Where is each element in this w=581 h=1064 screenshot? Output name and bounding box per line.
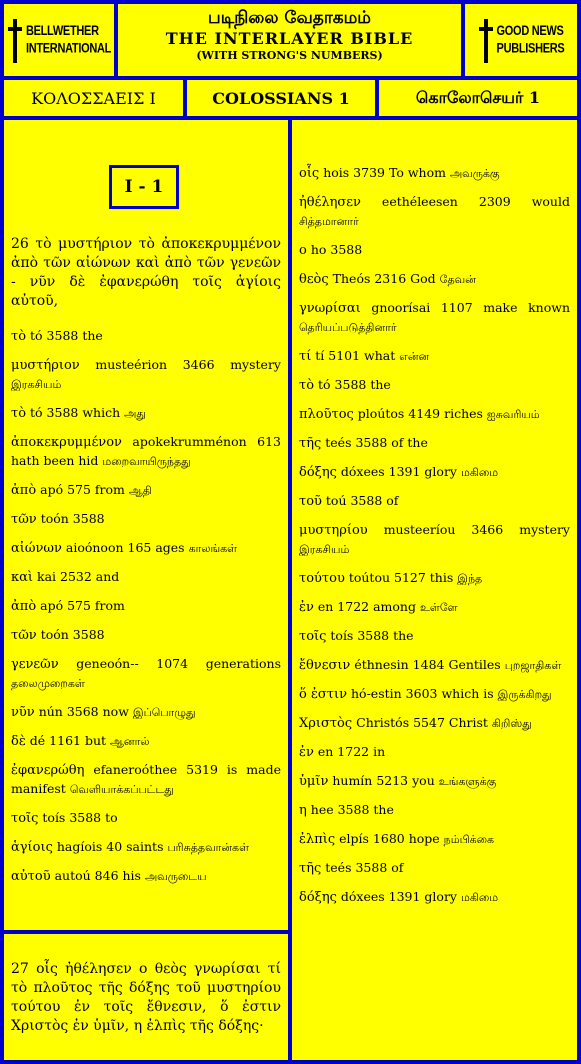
word-entry (11, 809, 281, 828)
transliteration: toón 3588 (40, 511, 105, 526)
greek-word: τῆς (299, 861, 322, 876)
tamil-gloss: நம்பிக்கை (443, 833, 495, 846)
greek-word: ἔθνεσιν (299, 658, 351, 673)
greek-word: τὸ (11, 406, 27, 421)
greek-word: τὸ (299, 378, 315, 393)
transliteration: elpís 1680 hope (339, 831, 440, 846)
bell-tower-icon (7, 17, 23, 63)
greek-word: ἁγίοις (11, 840, 53, 855)
verse-26-text: 26 τὸ μυστήριον τὸ ἀποκεκρυμμένον ἀπὸ τῶν αἰώνων καὶ ἀπὸ τῶν γενεῶν - νῦν δὲ ἐφανερώθη τοῖς ἁγίοις αὐτοῦ, (11, 236, 281, 309)
transliteration: hagíois 40 saints (56, 839, 164, 854)
left-word-list (11, 327, 281, 886)
word-entry (299, 299, 570, 337)
greek-word: θεὸς (299, 272, 329, 287)
logo-line-2: INTERNATIONAL (25, 41, 112, 57)
transliteration: Christós 5547 Christ (356, 715, 488, 730)
tamil-gloss: உள்ளே (419, 601, 458, 614)
word-entry (11, 655, 281, 693)
greek-word: ἀποκεκρυμμένον (11, 435, 122, 450)
greek-word: τῆς (299, 436, 322, 451)
tamil-gloss: காலங்கள் (188, 542, 238, 555)
greek-word: Χριστὸς (299, 716, 353, 731)
tamil-gloss: தலைமுறைகள் (11, 677, 85, 690)
transliteration: ho 3588 (310, 242, 363, 257)
word-entry (11, 568, 281, 587)
tamil-gloss: மகிமை (460, 466, 499, 479)
tamil-gloss: தேவன் (439, 273, 476, 286)
greek-word: ἐν (299, 600, 314, 615)
greek-word: τὸ (11, 329, 27, 344)
bellwether-logo (0, 0, 118, 80)
greek-word: τῶν (11, 628, 37, 643)
greek-word: ἀπὸ (11, 483, 37, 498)
word-entry (11, 481, 281, 500)
tamil-gloss: தெரியப்படுத்தினார் (299, 321, 397, 334)
transliteration: Theós 2316 God (332, 271, 436, 286)
title-block (114, 0, 465, 80)
title-tamil: படிநிலை வேதாகமம் (208, 8, 371, 28)
logo-line-1: BELLWETHER (25, 23, 99, 39)
tamil-gloss: ஆனால் (110, 735, 150, 748)
subtitle: (WITH STRONG'S NUMBERS) (196, 49, 383, 62)
word-entry (299, 801, 570, 820)
word-entry (11, 327, 281, 346)
transliteration: toón 3588 (40, 627, 105, 642)
transliteration: aioónoon 165 ages (65, 540, 185, 555)
greek-word: δόξης (299, 465, 337, 480)
transliteration: dé 1161 but (29, 733, 107, 748)
tamil-gloss: இருக்கிறது (497, 688, 552, 701)
word-entry (11, 510, 281, 529)
word-entry (11, 867, 281, 886)
transliteration: teés 3588 of (325, 860, 404, 875)
greek-word: ὅ ἐστιν (299, 687, 348, 702)
verse-27-text: 27 οἷς ἠθέλησεν ο θεὸς γνωρίσαι τί τὸ πλοῦτος τῆς δόξης τοῦ μυστηρίου τούτου ἐν τοῖς ἔθνεσιν, ὅ ἐστιν Χριστὸς ἐν ὑμῖν, η ἐλπὶς τῆς δόξης· (11, 961, 281, 1034)
tamil-gloss: இரகசியம் (299, 543, 350, 556)
word-entry (299, 463, 570, 482)
tamil-gloss: சித்தமானார் (299, 215, 359, 228)
greek-word: γενεῶν (11, 657, 59, 672)
transliteration: tó 3588 the (30, 328, 103, 343)
transliteration: teés 3588 of the (325, 435, 428, 450)
transliteration: geneoón-- 1074 generations (76, 656, 281, 671)
greek-word: καὶ (11, 570, 34, 585)
transliteration: toís 3588 the (330, 628, 414, 643)
transliteration: humín 5213 you (332, 773, 435, 788)
transliteration: apó 575 from (40, 598, 125, 613)
greek-word: δὲ (11, 734, 26, 749)
greek-word: οἷς (299, 166, 320, 181)
right-word-list (299, 164, 570, 907)
transliteration: en 1722 among (317, 599, 416, 614)
word-entry (11, 433, 281, 471)
left-column (0, 116, 292, 934)
tamil-gloss: கிறிஸ்து (491, 717, 532, 730)
greek-word: νῦν (11, 705, 35, 720)
word-entry (299, 434, 570, 453)
word-entry (299, 859, 570, 878)
transliteration: kai 2532 and (37, 569, 120, 584)
transliteration: tó 3588 which (30, 405, 121, 420)
transliteration: apokekrumménon 613 hath been hid (11, 434, 281, 468)
tamil-gloss: பரிசுத்தவான்கள் (167, 841, 249, 854)
torch-icon (478, 17, 494, 63)
tamil-gloss: புறஜாதிகள் (504, 659, 562, 672)
word-entry (299, 569, 570, 588)
transliteration: musteérion 3466 mystery (95, 357, 281, 372)
word-entry (299, 656, 570, 675)
tamil-gloss: அவருக்கு (449, 167, 500, 180)
tamil-gloss: மறைவாயிருந்தது (102, 455, 191, 468)
transliteration: apó 575 from (40, 482, 125, 497)
greek-word: τί (299, 349, 312, 364)
word-entry (299, 270, 570, 289)
tab-english[interactable] (183, 76, 379, 120)
greek-word: ἐν (299, 745, 314, 760)
right-column (288, 116, 581, 1064)
transliteration: toís 3588 to (42, 810, 118, 825)
tamil-gloss: இந்த (457, 572, 483, 585)
verse-badge: I - 1 (109, 165, 179, 209)
word-entry (299, 405, 570, 424)
transliteration: dóxees 1391 glory (340, 464, 457, 479)
greek-word: δόξης (299, 890, 337, 905)
word-entry (11, 597, 281, 616)
word-entry (11, 626, 281, 645)
greek-word: αὐτοῦ (11, 869, 51, 884)
word-entry (11, 732, 281, 751)
transliteration: tó 3588 the (318, 377, 391, 392)
word-entry (299, 347, 570, 366)
tab-tamil-label: கொலோசெயர் 1 (415, 87, 541, 107)
transliteration: efaneroóthee 5319 is made manifest (11, 762, 282, 796)
tamil-gloss: வெளியாக்கப்பட்டது (69, 783, 174, 796)
transliteration: hee 3588 the (310, 802, 394, 817)
greek-word: μυστήριον (11, 358, 80, 373)
transliteration: hó-estin 3603 which is (351, 686, 494, 701)
greek-word: ο (299, 243, 307, 258)
verse-27-panel (0, 930, 292, 1064)
title-english: THE INTERLAYER BIBLE (165, 29, 414, 48)
word-entry (299, 888, 570, 907)
tamil-gloss: அது (124, 407, 146, 420)
tab-greek[interactable] (0, 76, 187, 120)
greek-word: ὑμῖν (299, 774, 329, 789)
word-entry (299, 492, 570, 511)
word-entry (299, 521, 570, 559)
word-entry (11, 838, 281, 857)
tamil-gloss: அவருடைய (144, 870, 207, 883)
greek-word: τοῖς (299, 629, 327, 644)
tab-tamil[interactable] (375, 76, 581, 120)
transliteration: eethéleesen 2309 would (381, 194, 570, 209)
tamil-gloss: இப்பொழுது (132, 706, 196, 719)
word-entry (299, 241, 570, 260)
transliteration: dóxees 1391 glory (340, 889, 457, 904)
transliteration: tí 5101 what (315, 348, 396, 363)
tamil-gloss: ஆதி (128, 484, 152, 497)
word-entry (299, 164, 570, 183)
word-entry (11, 404, 281, 423)
word-entry (299, 193, 570, 231)
greek-word: ἐφανερώθη (11, 763, 85, 778)
greek-word: ἐλπὶς (299, 832, 336, 847)
word-entry (299, 743, 570, 762)
tab-english-label: COLOSSIANS 1 (212, 88, 350, 108)
word-entry (11, 703, 281, 722)
tamil-gloss: ஐசுவரியம் (486, 408, 540, 421)
word-entry (299, 627, 570, 646)
transliteration: toútou 5127 this (348, 570, 454, 585)
word-entry (11, 356, 281, 394)
tamil-gloss: உங்களுக்கு (438, 775, 497, 788)
greek-word: τῶν (11, 512, 37, 527)
tab-greek-label: ΚΟΛΟΣΣΑΕΙΣ Ι (31, 88, 156, 108)
transliteration: nún 3568 now (38, 704, 129, 719)
word-entry (299, 598, 570, 617)
transliteration: autoú 846 his (54, 868, 141, 883)
word-entry (11, 539, 281, 558)
greek-word: η (299, 803, 307, 818)
good-news-logo (461, 0, 581, 80)
transliteration: hois 3739 To whom (323, 165, 446, 180)
greek-word: πλοῦτος (299, 407, 354, 422)
transliteration: ploútos 4149 riches (357, 406, 483, 421)
tamil-gloss: இரகசியம் (11, 378, 62, 391)
transliteration: toú 3588 of (325, 493, 399, 508)
greek-word: γνωρίσαι (299, 301, 361, 316)
logo-line-1: GOOD NEWS (496, 23, 564, 39)
logo-line-2: PUBLISHERS (496, 41, 565, 57)
greek-word: τούτου (299, 571, 345, 586)
word-entry (299, 714, 570, 733)
word-entry (299, 376, 570, 395)
greek-word: ἠθέλησεν (299, 195, 361, 210)
word-entry (299, 685, 570, 704)
word-entry (299, 830, 570, 849)
transliteration: gnoorísai 1107 make known (371, 300, 570, 315)
transliteration: en 1722 in (317, 744, 386, 759)
greek-word: μυστηρίου (299, 523, 368, 538)
greek-word: αἰώνων (11, 541, 62, 556)
greek-word: ἀπὸ (11, 599, 37, 614)
greek-word: τοῦ (299, 494, 322, 509)
greek-word: τοῖς (11, 811, 39, 826)
tamil-gloss: என்ன (399, 350, 430, 363)
transliteration: musteeríou 3466 mystery (383, 522, 570, 537)
tamil-gloss: மகிமை (460, 891, 499, 904)
transliteration: éthnesin 1484 Gentiles (354, 657, 501, 672)
word-entry (11, 761, 281, 799)
word-entry (299, 772, 570, 791)
